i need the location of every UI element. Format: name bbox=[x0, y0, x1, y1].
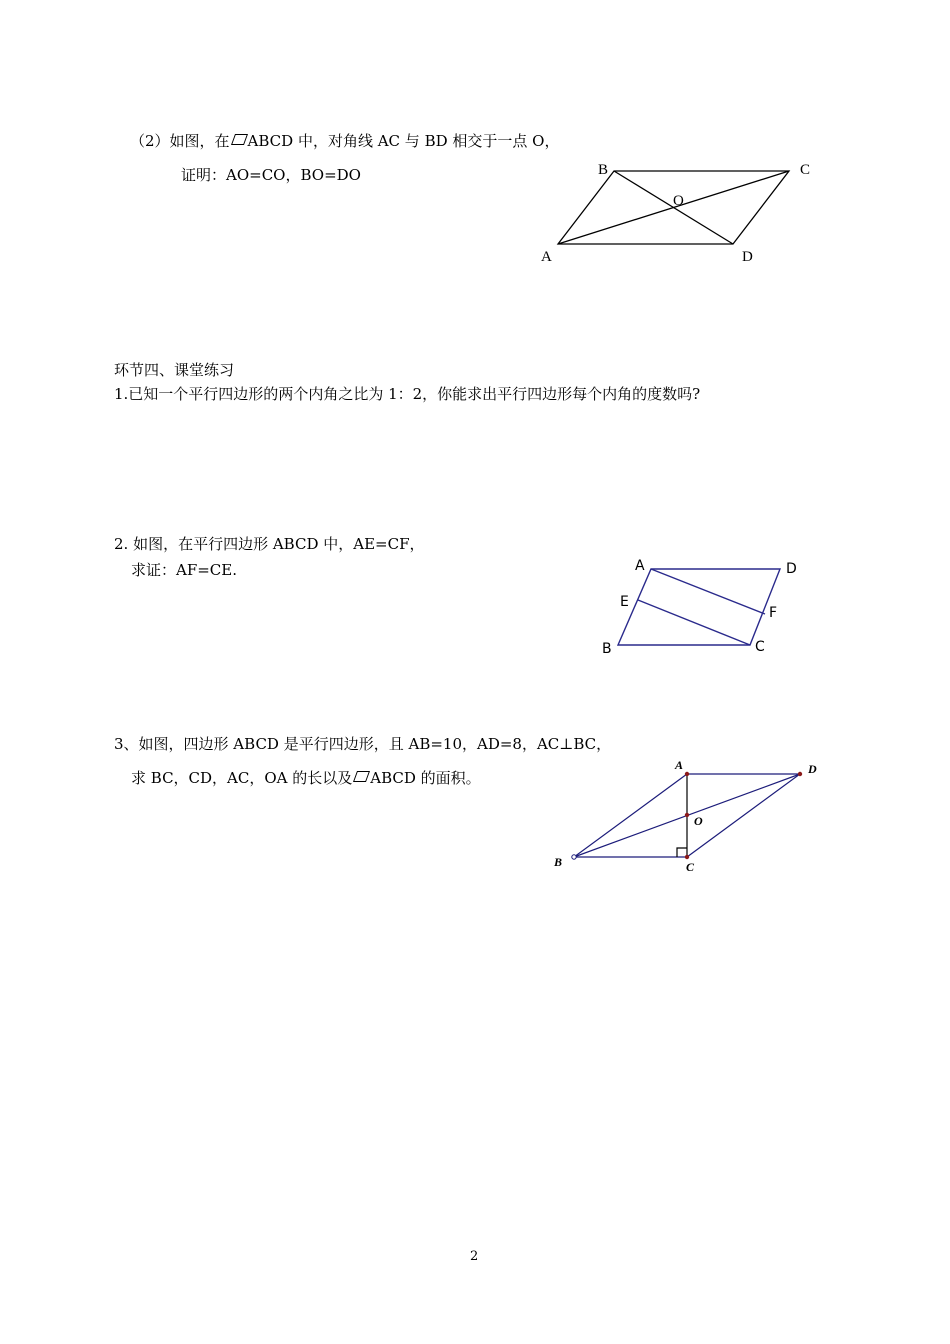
exercise-3-line1: 3、如图，四边形 ABCD 是平行四边形，且 AB=10，AD=8，AC⊥BC， bbox=[114, 735, 612, 753]
fig2-label-e: E bbox=[620, 594, 629, 610]
fig1-label-b: B bbox=[598, 162, 609, 178]
fig2-label-b: B bbox=[602, 641, 612, 657]
fig1-label-c: C bbox=[800, 162, 811, 178]
fig2-label-c: C bbox=[755, 639, 765, 655]
fig3-label-o: O bbox=[694, 814, 703, 828]
exercise-3-text-pre: 求 BC，CD，AC，OA 的长以及 bbox=[131, 769, 353, 787]
fig1-label-d: D bbox=[742, 249, 753, 265]
fig2-label-a: A bbox=[635, 558, 645, 574]
fig3-label-b: B bbox=[554, 855, 563, 869]
fig2-label-d: D bbox=[786, 561, 797, 577]
fig3-point-a bbox=[685, 772, 689, 776]
fig3-label-c: C bbox=[686, 860, 695, 874]
q2-prove: 证明：AO=CO，BO=DO bbox=[181, 166, 361, 184]
fig3-point-d bbox=[798, 772, 802, 776]
fig1-label-o: O bbox=[673, 193, 684, 209]
section-title: 环节四、课堂练习 bbox=[114, 361, 235, 379]
fig3-point-c bbox=[685, 855, 689, 859]
exercise-1: 1.已知一个平行四边形的两个内角之比为 1：2，你能求出平行四边形每个内角的度数吗? bbox=[114, 385, 701, 403]
page-number: 2 bbox=[470, 1249, 479, 1264]
fig3-point-b bbox=[572, 855, 576, 859]
exercise-2-line1: 2. 如图，在平行四边形 ABCD 中，AE=CF， bbox=[114, 535, 425, 553]
q2-text-post: ABCD 中，对角线 AC 与 BD 相交于一点 O， bbox=[247, 132, 560, 150]
fig3-point-o bbox=[685, 813, 689, 817]
exercise-3-text-post: ABCD 的面积。 bbox=[370, 769, 481, 787]
fig3-label-a: A bbox=[675, 758, 684, 772]
q2-text-pre: （2）如图，在 bbox=[130, 132, 230, 150]
fig1-label-a: A bbox=[541, 249, 552, 265]
fig2-label-f: F bbox=[769, 605, 778, 621]
fig3-label-d: D bbox=[808, 762, 817, 776]
exercise-2-line2: 求证：AF=CE. bbox=[131, 561, 238, 579]
